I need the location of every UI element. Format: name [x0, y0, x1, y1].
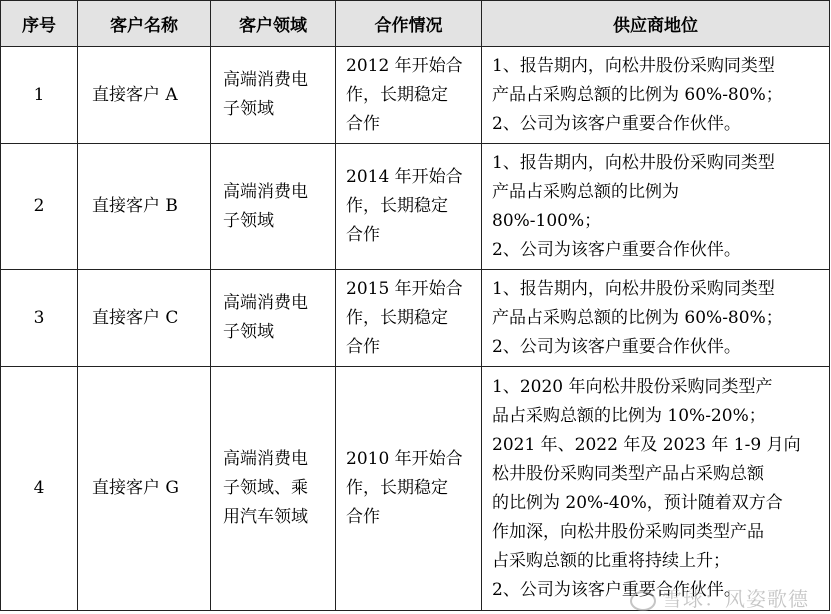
row-index: 1 — [1, 47, 78, 144]
header-customer-domain: 客户领域 — [211, 1, 336, 47]
header-supplier-position: 供应商地位 — [482, 1, 830, 47]
cooperation-status: 2010 年开始合 作，长期稳定 合作 — [336, 367, 482, 611]
table-header-row — [1, 1, 830, 47]
header-index: 序号 — [1, 1, 78, 47]
customer-name: 直接客户 C — [78, 270, 211, 367]
customer-name: 直接客户 A — [78, 47, 211, 144]
customer-domain: 高端消费电 子领域 — [211, 144, 336, 270]
customer-domain: 高端消费电 子领域、乘 用汽车领域 — [211, 367, 336, 611]
cooperation-status: 2014 年开始合 作，长期稳定 合作 — [336, 144, 482, 270]
supplier-position: 1、报告期内，向松井股份采购同类型 产品占采购总额的比例为 60%-80%； 2、公司为该客户重要合作伙伴。 — [482, 47, 830, 144]
row-index: 2 — [1, 144, 78, 270]
snowball-logo-icon — [630, 591, 656, 611]
table-row — [1, 367, 830, 611]
cooperation-status: 2015 年开始合 作，长期稳定 合作 — [336, 270, 482, 367]
customer-domain: 高端消费电 子领域 — [211, 47, 336, 144]
row-index: 3 — [1, 270, 78, 367]
customer-name: 直接客户 B — [78, 144, 211, 270]
watermark — [630, 583, 809, 612]
supplier-position: 1、报告期内，向松井股份采购同类型 产品占采购总额的比例为 60%-80%； 2、公司为该客户重要合作伙伴。 — [482, 270, 830, 367]
row-index: 4 — [1, 367, 78, 611]
customer-domain: 高端消费电 子领域 — [211, 270, 336, 367]
supplier-position: 1、报告期内，向松井股份采购同类型 产品占采购总额的比例为 80%-100%； 2、公司为该客户重要合作伙伴。 — [482, 144, 830, 270]
supplier-position: 1、2020 年向松井股份采购同类型产 品占采购总额的比例为 10%-20%； 2021 年、2022 年及 2023 年 1-9 月向 松井股份采购同类型产品占采购总额 的比例为 20%-40%，预计随着双方合 作加深，向松井股份采购同类型产品 占采购总额的比重将持续上升； 2、公司为该客户重要合作伙伴。 — [482, 367, 830, 611]
header-cooperation: 合作情况 — [336, 1, 482, 47]
customer-name: 直接客户 G — [78, 367, 211, 611]
table-row — [1, 270, 830, 367]
table-row — [1, 144, 830, 270]
watermark-text: 雪球：风姿歌德 — [662, 587, 809, 611]
table-row — [1, 47, 830, 144]
header-customer-name: 客户名称 — [78, 1, 211, 47]
cooperation-status: 2012 年开始合 作，长期稳定 合作 — [336, 47, 482, 144]
